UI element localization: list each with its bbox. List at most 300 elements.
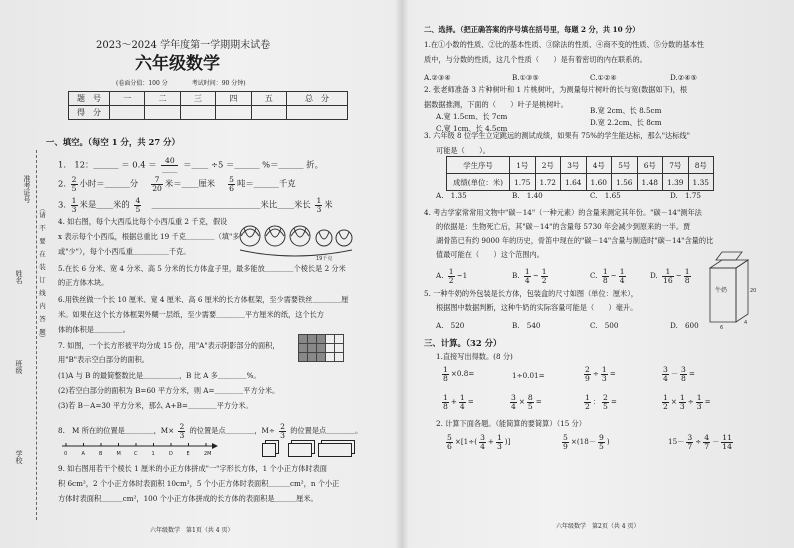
r-q3-header-cell: 学生序号	[447, 157, 510, 174]
frac-den: 5	[527, 401, 533, 411]
frac	[721, 434, 733, 450]
q4-line2: x 表示每个小西瓜，根据总重比 19 千克＿＿＿＿（填"多"	[58, 232, 243, 241]
r-q4-opt-a[interactable]	[436, 268, 467, 284]
r-q3-value-cell: 成绩(单位：米)	[447, 174, 510, 191]
r-q3-header-cell: 6号	[637, 157, 663, 174]
r-q5-opt-a[interactable]: A. 520	[436, 321, 465, 330]
number-line-label: M	[116, 451, 121, 457]
q3-text: 米	[324, 199, 333, 210]
q3-frac1-den: 3	[71, 204, 77, 214]
frac	[680, 366, 687, 382]
r-q3-opt-d[interactable]: D. 1.75	[670, 191, 701, 200]
score-input-cell[interactable]	[216, 106, 251, 120]
q2-line: 2. $\frac{2}{5}$ 小时＝＿＿＿分 $\frac{7}{20}$ 米＝＿＿厘米 $\frac{5}{6}$ 吨＝＿＿＿千克	[58, 175, 296, 193]
r-q3-table	[446, 156, 714, 191]
opt-label: A.	[436, 271, 444, 281]
q8-frac2-num: 2	[280, 422, 285, 431]
frac	[479, 434, 486, 450]
q6-line3: 体的体积是＿＿＿＿。	[58, 325, 130, 334]
opt-label: C.	[590, 271, 598, 281]
frac	[601, 366, 608, 382]
frac	[584, 366, 591, 382]
calc-pre: 15－	[668, 437, 685, 447]
binding-label-id: 准考证号	[23, 175, 31, 203]
calc-item	[582, 366, 616, 382]
r-q4-opt-d[interactable]	[650, 268, 693, 284]
q2-text: 小时＝	[79, 178, 105, 189]
frac-num: 3	[511, 393, 516, 402]
frac	[598, 434, 605, 450]
r-q3-table-value-row	[447, 174, 714, 191]
frac-num: 3	[681, 365, 686, 374]
number-line-label: A	[81, 451, 85, 457]
frac-num: 2	[585, 365, 590, 374]
frac-den: 2	[585, 401, 590, 411]
watermelon-figure	[238, 212, 358, 262]
calc-op: ×	[518, 397, 525, 407]
r-q3-value-cell: 1.72	[535, 174, 561, 191]
q7-grid-figure	[298, 334, 344, 362]
r-q3-value-cell: 1.48	[637, 174, 663, 191]
r-q3-value-cell: 1.60	[586, 174, 612, 191]
r-q3-value-cell: 1.56	[612, 174, 638, 191]
frac-num: 1	[679, 393, 685, 402]
q9-line3: 方体时表面积＿＿＿cm²，100 个小正方体拼成的长方体的表面积是＿＿＿厘米。	[58, 494, 318, 503]
milk-dim-width: 6	[720, 325, 724, 330]
watermelon-icon	[240, 226, 352, 256]
q8-text: 的位置是点＿＿＿＿，M÷	[189, 426, 275, 436]
score-cell: 五	[251, 92, 286, 106]
page-fold	[395, 0, 409, 548]
q1-num: 40	[161, 157, 178, 166]
q3-text: 米是	[79, 199, 97, 210]
q1-text: 1. 12：	[58, 159, 94, 170]
cube-icon	[288, 443, 312, 457]
frac-num: 1	[541, 267, 547, 276]
r-q3-header-cell: 7号	[663, 157, 689, 174]
frac-den: 2	[663, 401, 668, 411]
calc-op: －	[712, 437, 720, 447]
calc-tail: ×0.8=	[450, 369, 475, 379]
calc-tail: =	[535, 397, 542, 407]
section-3-heading: 三、计算。（32 分）	[424, 338, 502, 348]
frac	[562, 434, 569, 450]
score-cell: 二	[145, 92, 180, 106]
q7-line2: 用"B"表示空白部分的面积。	[58, 355, 149, 364]
calc-item	[440, 366, 474, 382]
number-line-label: B	[99, 451, 103, 457]
calc-tail: =	[467, 397, 474, 407]
q2-text: 千克	[278, 178, 296, 189]
frac-den: 2	[541, 275, 547, 285]
calc-op: +	[450, 397, 457, 407]
calc2-item	[560, 434, 610, 450]
q1-text: ÷5 ＝	[210, 159, 235, 170]
frac-num: 1	[662, 268, 674, 277]
r-q2-opt-a[interactable]: A.宽 1.5cm、长 7cm	[436, 112, 508, 121]
opt-frac	[448, 268, 455, 284]
number-line-label: D	[169, 451, 173, 457]
frac	[696, 394, 703, 410]
q2-frac2-num: 7	[151, 176, 163, 185]
r-q3-header-cell: 4号	[586, 157, 612, 174]
opt-frac	[684, 268, 691, 284]
opt-tail: ~	[532, 271, 539, 281]
number-line-label: 2M	[204, 451, 212, 457]
q2-text: 米＝	[164, 178, 182, 189]
milk-dim-depth: 4	[744, 320, 748, 326]
frac-num: 3	[687, 433, 693, 442]
frac-num: 1	[601, 365, 607, 374]
calc-1-heading: 1.直接写出得数。(8 分)	[436, 352, 513, 361]
right-footer: 六年级数学 第2页（共 4 页）	[556, 523, 640, 530]
number-line-label: E	[186, 451, 190, 457]
q8-frac2-den: 3	[280, 430, 285, 440]
opt-frac	[541, 268, 548, 284]
binding-line	[36, 150, 37, 520]
calc-op: ÷	[687, 397, 694, 407]
q2-frac2	[151, 176, 163, 192]
q5-line2: 的正方体木块。	[58, 278, 109, 287]
q2-frac1-den: 5	[71, 183, 77, 193]
frac-num: 1	[619, 267, 625, 276]
r-q3-value-cell: 1.39	[663, 174, 689, 191]
frac-num: 1	[585, 393, 590, 402]
calc-item	[660, 394, 711, 410]
number-line-label: 0	[64, 451, 68, 457]
calc2-item	[444, 434, 510, 450]
q3-frac2	[134, 197, 141, 213]
frac	[446, 434, 453, 450]
r-q4-opt-c[interactable]	[590, 268, 628, 284]
q8-line	[58, 423, 362, 439]
frac-den: 4	[524, 275, 530, 285]
q3-text: 米比	[260, 199, 278, 210]
frac-den: 2	[448, 275, 454, 285]
r-q1-line1: 1.在①小数的性质、②比的基本性质、③除法的性质、④商不变的性质、⑤分数的基本性	[424, 40, 704, 49]
calc-op: ÷	[695, 437, 702, 447]
frac-num: 3	[663, 365, 668, 374]
milk-label: 牛奶	[715, 287, 728, 294]
calc-tail: )	[606, 437, 610, 447]
q1-text: ＝	[183, 159, 192, 170]
opt-tail: ~	[610, 271, 617, 281]
q8-frac1-num: 2	[179, 422, 185, 431]
score-cell: 总 分	[287, 92, 348, 106]
watermelon-caption: 19千克	[316, 256, 333, 262]
frac-den: 8	[443, 373, 448, 383]
r-q2-opt-d[interactable]: D.宽 2.2cm、长 8cm	[590, 118, 662, 127]
frac-num: 1	[663, 393, 668, 402]
score-input-cell[interactable]	[110, 106, 145, 120]
frac-num: 1	[684, 267, 690, 276]
r-q1-opt-c[interactable]: C.①②④	[590, 73, 617, 82]
frac-den: 4	[459, 401, 465, 411]
score-cell: 一	[110, 92, 145, 106]
q2-frac3-den: 6	[229, 183, 234, 193]
score-cell: 得 分	[69, 106, 110, 120]
exam-title: 2023～2024 学年度第一学期期末试卷	[96, 40, 271, 51]
cube-icon	[262, 443, 276, 457]
q1-text: 0.4 ＝	[132, 159, 157, 170]
frac-num: 5	[447, 433, 452, 442]
calc-item	[440, 394, 474, 410]
q8-number-line	[62, 438, 222, 458]
binding-warning: （请 不 要 在 装 订 线 内 答 题）	[38, 205, 46, 342]
score-row-header	[69, 92, 348, 106]
q3-frac1	[71, 197, 78, 213]
q2-text: 吨＝	[237, 178, 254, 189]
r-q5-opt-d[interactable]: D. 600	[670, 321, 699, 330]
frac	[662, 366, 669, 382]
frac-den: 4	[511, 401, 516, 411]
binding-label-school: 学校	[15, 450, 23, 464]
q1-text: 折。	[306, 159, 324, 170]
frac-num: 8	[527, 393, 533, 402]
frac	[459, 394, 466, 410]
r-q3-value-cell: 1.64	[561, 174, 587, 191]
frac-num: 1	[459, 393, 465, 402]
calc-tail: =	[610, 397, 617, 407]
q3-text: 米的	[113, 199, 130, 210]
calc-op: ：	[592, 397, 601, 407]
milk-dim-height: 20	[750, 288, 756, 294]
r-q5-opt-c[interactable]: C. 500	[590, 321, 619, 330]
r-q5-opt-b[interactable]: B. 540	[512, 321, 541, 330]
score-cell: 题 号	[69, 92, 110, 106]
frac-den: 8	[681, 373, 686, 383]
r-q2-opt-c[interactable]: C.宽 1cm、长 4.5cm	[436, 124, 508, 133]
frac-den: 4	[619, 275, 625, 285]
score-cell: 四	[216, 92, 251, 106]
q3-text: 米长	[294, 199, 311, 210]
frac-den: 9	[585, 373, 590, 383]
opt-label: D.	[650, 271, 658, 281]
frac	[602, 394, 609, 410]
binding-label-class: 班级	[15, 360, 23, 374]
r-q5-line1: 5. 一种牛奶的外包装是长方体，包装盒的尺寸如图（单位：厘米），	[424, 289, 638, 298]
frac-num: 1	[496, 433, 502, 442]
score-input-cell[interactable]	[287, 106, 348, 120]
r-q5-line2: 根据图中数据判断，这种牛奶的实际容量可能是（ ）毫升。	[436, 303, 638, 312]
r-q3-header-cell: 1号	[510, 157, 536, 174]
calc-tail: =	[688, 369, 695, 379]
frac-num: 1	[602, 267, 608, 276]
calc-op: ×	[670, 397, 677, 407]
frac-den: 4	[663, 373, 668, 383]
score-row-values	[69, 106, 348, 120]
q1-fraction: $\frac{40}{\_\_}$	[162, 156, 178, 174]
frac-num: 1	[696, 393, 702, 402]
q7-line1: 7. 如图，一个长方形被平均分成 15 份，用"A"表示阴影部分的面积，	[58, 341, 280, 350]
section-2-heading: 二、选择。（把正确答案的序号填在括号里，每题 2 分，共 10 分）	[424, 25, 640, 34]
frac-den: 14	[722, 441, 732, 451]
frac-num: 1	[448, 267, 454, 276]
binding-label-name: 姓名	[15, 270, 23, 284]
q9-line2: 积 6cm²，2 个小正方体时表面积 10cm²，5 个小正方体时表面积＿＿＿cm²，n 个小正	[58, 479, 340, 488]
frac-den: 6	[447, 441, 452, 451]
q3-frac2-num: 4	[135, 196, 141, 205]
frac	[703, 434, 710, 450]
frac-num: 9	[599, 433, 604, 442]
q2-frac1-num: 2	[71, 175, 77, 184]
score-input-cell[interactable]	[180, 106, 215, 120]
r-q1-opt-a[interactable]: A.②③④	[424, 73, 451, 82]
calc-tail: )]	[504, 437, 511, 447]
number-line-label: C	[134, 451, 138, 457]
q1-line: 1. 12：＿＿＿ ＝ 0.4 ＝ $\frac{40}{\_\_}$ ＝＿＿ ÷5 ＝＿＿＿ %＝＿＿＿ 折。	[58, 156, 324, 174]
milk-box-figure	[706, 250, 756, 330]
calc-op: +	[487, 437, 494, 447]
r-q3-opt-b[interactable]: B. 1.40	[512, 191, 543, 200]
frac-den: 3	[696, 401, 702, 411]
q4-line1: 4. 如右图，每个大西瓜比每个小西瓜重 2 千克，假设	[58, 217, 228, 226]
frac	[442, 366, 449, 382]
left-footer: 六年级数学 第1页（共 4 页）	[150, 527, 234, 534]
r-q4-opt-b[interactable]	[512, 268, 550, 284]
frac-den: 9	[563, 441, 568, 451]
frac-num: 1	[443, 365, 448, 374]
q3-frac3	[315, 197, 322, 213]
q8-frac2	[279, 423, 286, 439]
r-q3-header-cell: 3号	[561, 157, 587, 174]
score-table	[68, 91, 348, 120]
calc-tail: =	[704, 397, 711, 407]
calc-op: ×[1÷(	[454, 437, 478, 447]
frac	[442, 394, 449, 410]
r-q1-opt-b[interactable]: B.①③⑤	[512, 73, 539, 82]
r-q3-line1: 3. 六年级 8 位学生立定跳远的测试成绩，如果有 75%的学生能达标，那么"达标线"	[424, 131, 690, 140]
q8-text: 8. M 所在的位置是＿＿＿＿，M×	[58, 426, 175, 436]
frac-den: 16	[663, 275, 673, 285]
q3-frac3-num: 1	[316, 196, 322, 205]
calc-tail: =	[609, 369, 616, 379]
frac-num: 1	[443, 393, 448, 402]
frac	[686, 434, 693, 450]
frac-den: 8	[443, 401, 448, 411]
r-q1-line2: 质中，与分数的性质，这几个性质（ ）是有着密切的内在联系的。	[424, 55, 647, 64]
q2-text: 分	[129, 178, 139, 189]
calc-item	[660, 366, 695, 382]
q3-frac3-den: 3	[316, 204, 322, 214]
frac	[527, 394, 534, 410]
opt-frac	[602, 268, 609, 284]
score-cell: 三	[180, 92, 215, 106]
frac-den: 7	[687, 441, 693, 451]
frac-num: 2	[603, 393, 608, 402]
q5-line1: 5.在长 6 分米、宽 4 分米、高 5 分米的长方体盒子里，最多能放＿＿＿＿个棱长是 2 分米	[58, 264, 346, 273]
calc-item	[582, 394, 617, 410]
q1-text: ＝	[121, 159, 130, 170]
q8-text: 的位置是点＿＿＿＿。	[290, 426, 363, 436]
r-q1-opt-d[interactable]: D.②④⑤	[670, 73, 698, 82]
frac-num: 3	[480, 433, 485, 442]
frac	[510, 394, 517, 410]
frac-den: 5	[599, 441, 604, 451]
frac-den: 8	[602, 275, 608, 285]
r-q4-line4: 值最可能在（ ）这个范围内。	[436, 250, 544, 259]
exam-info: (卷面分值：100 分 考试时间：90 分钟)	[116, 80, 246, 87]
opt-tail: ~1	[456, 271, 468, 281]
r-q3-opt-c[interactable]: C. 1.65	[590, 191, 621, 200]
frac-den: 3	[601, 373, 607, 383]
number-line-label: 1	[151, 451, 155, 457]
q7-a: (1)A 与 B 的最简整数比是＿＿＿＿＿，B 比 A 多＿＿＿＿%。	[58, 371, 261, 380]
calc-item: 1÷0.01=	[512, 371, 545, 380]
q8-frac1-den: 3	[179, 430, 185, 440]
q7-c: (3)若 B－A=30 平方分米，那么 A+B=＿＿＿＿平方分米。	[58, 401, 253, 410]
q3-num: 3.	[58, 199, 66, 210]
calc-op: －	[670, 369, 679, 379]
score-input-cell[interactable]	[145, 106, 180, 120]
frac-den: 5	[603, 401, 608, 411]
r-q3-value-cell: 1.35	[688, 174, 714, 191]
calc-2-heading: 2. 计算下面各题。（能简算的要简算）（15 分）	[436, 419, 586, 428]
frac-den: 8	[684, 275, 690, 285]
frac-num: 1	[524, 267, 530, 276]
frac-den: 4	[480, 441, 485, 451]
q9-line1: 9. 如右图用若干个棱长 1 厘米的小正方体拼成"一"字形长方体，1 个小正方体时表面	[58, 464, 327, 473]
r-q3-header-cell: 2号	[535, 157, 561, 174]
q6-line2: 米。如果在这个长方体框架外糊一层纸，至少需要＿＿＿＿平方厘米的纸，这个长方	[58, 310, 324, 319]
calc2-item	[668, 434, 735, 450]
q2-frac3-num: 5	[229, 175, 234, 184]
r-q2-opt-b[interactable]: B.宽 2cm、长 8.5cm	[590, 106, 662, 115]
opt-tail: ~	[675, 271, 682, 281]
r-q3-header-cell: 8号	[688, 157, 714, 174]
frac	[496, 434, 503, 450]
q2-frac1	[71, 176, 78, 192]
r-q4-line3: 湖骨笛已有约 9000 年的历史，骨笛中现在的"碳－14"含量与制造时"碳－14"含量的比	[436, 236, 714, 245]
q2-num: 2.	[58, 178, 66, 189]
frac-den: 7	[704, 441, 710, 451]
frac-num: 4	[704, 433, 710, 442]
opt-frac	[662, 268, 674, 284]
q2-frac2-den: 20	[152, 183, 162, 193]
q4-line3: 或"少"），每个小西瓜重＿＿＿＿＿千克。	[58, 247, 191, 256]
frac	[584, 394, 591, 410]
calc-op: ×(18－	[570, 437, 597, 447]
q2-text: 厘米	[198, 178, 216, 189]
r-q4-line2: 的依据是：生物死亡后，其"碳－14"的含量每 5730 年会减少到原来的一半。贾	[436, 222, 691, 231]
q3-frac1-num: 1	[71, 196, 77, 205]
r-q3-opt-a[interactable]: A. 1.35	[436, 191, 467, 200]
r-q3-header-cell: 5号	[612, 157, 638, 174]
frac	[662, 394, 669, 410]
r-q3-value-cell: 1.75	[510, 174, 536, 191]
opt-frac	[524, 268, 531, 284]
r-q3-line2: 可能是（ ）。	[436, 146, 490, 155]
frac-num: 5	[563, 433, 568, 442]
q3-frac2-den: 5	[135, 204, 141, 214]
frac-den: 3	[679, 401, 685, 411]
r-q4-line1: 4. 考古学家常常用文物中"碳－14"（一种元素）的含量来测定其年份。"碳－14"测年法	[424, 208, 702, 217]
score-input-cell[interactable]	[251, 106, 286, 120]
opt-label: B.	[512, 271, 520, 281]
q3-line: 3. $\frac{1}{3}$ 米是＿＿米的 $\frac{4}{5}$ ＿＿＿＿＿＿＿＿＿＿＿＿＿米比＿＿米长 $\frac{1}{3}$ 米	[58, 196, 333, 214]
section-1-heading: 一、填空。（每空 1 分，共 27 分）	[46, 137, 180, 147]
r-q2-line1: 2. 张老师准备 3 片种树叶和 1 片桃树叶，为测量每片树叶的长与宽(数据如下)，根	[424, 85, 688, 94]
subject-title: 六年级数学	[135, 54, 220, 74]
calc-item	[508, 394, 542, 410]
r-q2-line2: 据数据推测，下面的（ ）叶子是桃树叶。	[424, 100, 568, 109]
r-q3-table-header-row	[447, 157, 714, 174]
calc-op: ÷	[592, 369, 599, 379]
frac-den: 3	[496, 441, 502, 451]
q7-b: (2)若空白部分的面积为 B=60 平方分米，则 A=＿＿＿＿平方分米。	[58, 386, 280, 395]
frac	[679, 394, 686, 410]
q1-text: %＝	[262, 159, 279, 170]
